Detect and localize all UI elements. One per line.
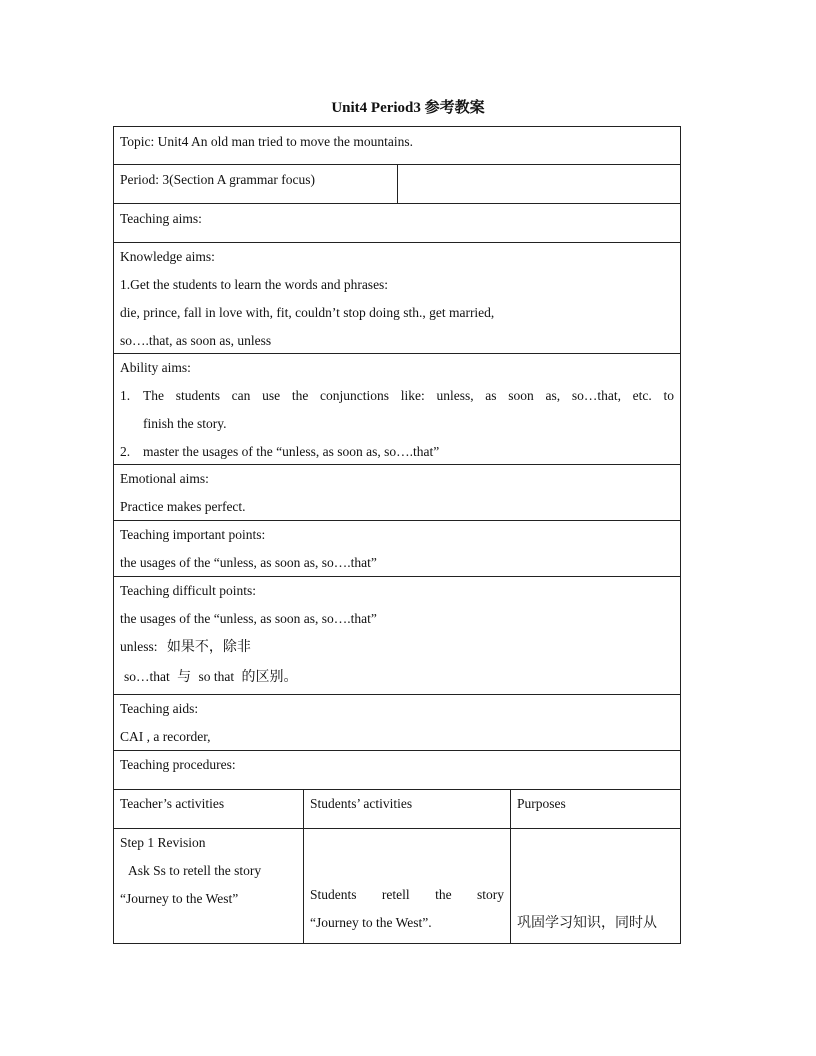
- teaching-aims-row: [113, 204, 681, 243]
- step-1-students-cell: [303, 829, 510, 943]
- knowledge-aims-row: [113, 243, 681, 354]
- difficult-points-heading: Teaching difficult points:: [120, 583, 257, 598]
- document-title: Unit4 Period3 参考教案: [331, 100, 485, 116]
- ability-item-1-text: The students can use the conjunctions like: unless, as soon as, so…that, etc. to: [143, 388, 674, 403]
- step-1-teacher-line-3: “Journey to the West”: [120, 891, 239, 906]
- important-points-heading: Teaching important points:: [120, 527, 266, 542]
- so-that-difference: [120, 661, 674, 693]
- ability-item-1: [120, 382, 674, 438]
- step-1-teacher-line-2: Ask Ss to retell the story: [128, 863, 262, 878]
- topic-text: Topic: Unit4 An old man tried to move the mountains.: [120, 134, 414, 149]
- teacher-activities-header-cell: [114, 790, 303, 828]
- so-that-label: so…that: [124, 669, 170, 684]
- knowledge-aims-heading: Knowledge aims:: [120, 249, 215, 264]
- unless-meaning: [120, 633, 674, 661]
- teaching-aids-heading: Teaching aids:: [120, 701, 199, 716]
- step-1-students-line-2: “Journey to the West”.: [310, 915, 432, 930]
- purposes-header: Purposes: [517, 796, 566, 811]
- students-activities-header: Students’ activities: [310, 796, 413, 811]
- so-that-label-2: so that: [198, 669, 235, 684]
- ability-item-2: [120, 438, 674, 466]
- step-1-row: [113, 829, 681, 944]
- so-that-difference-text: 的区别。: [241, 669, 298, 685]
- ability-item-1-number: 1.: [120, 388, 131, 403]
- teaching-procedures-heading: Teaching procedures:: [120, 757, 236, 772]
- teaching-aims-heading: Teaching aims:: [120, 211, 202, 226]
- activities-header-row: [113, 790, 681, 829]
- unless-label: unless:: [120, 639, 158, 654]
- difficult-points-text: the usages of the “unless, as soon as, so….that”: [120, 611, 377, 626]
- ability-item-1-text-cont: finish the story.: [143, 416, 227, 431]
- so-that-with: 与: [177, 669, 192, 685]
- knowledge-line-2: die, prince, fall in love with, fit, couldn’t stop doing sth., get married,: [120, 305, 495, 320]
- step-1-title: Step 1 Revision: [120, 835, 206, 850]
- period-empty-cell: [397, 165, 680, 203]
- emotional-aims-heading: Emotional aims:: [120, 471, 209, 486]
- step-1-purposes-cell: [510, 829, 680, 943]
- step-1-teacher-cell: [114, 829, 303, 943]
- important-points-text: the usages of the “unless, as soon as, so….that”: [120, 555, 377, 570]
- period-text: Period: 3(Section A grammar focus): [120, 172, 315, 187]
- important-points-row: [113, 521, 681, 577]
- ability-item-2-number: 2.: [120, 444, 131, 459]
- knowledge-line-1: 1.Get the students to learn the words and phrases:: [120, 277, 389, 292]
- teaching-procedures-row: [113, 751, 681, 790]
- teaching-aids-row: [113, 695, 681, 751]
- lesson-plan-table: [113, 126, 681, 944]
- step-1-students-line-1: Students retell the story: [310, 887, 504, 902]
- students-activities-header-cell: [303, 790, 510, 828]
- difficult-points-row: [113, 577, 681, 695]
- topic-row: [113, 126, 681, 165]
- ability-item-2-text: master the usages of the “unless, as soon as, so….that”: [143, 444, 440, 459]
- knowledge-line-3: so….that, as soon as, unless: [120, 333, 272, 348]
- step-1-purposes-text: 巩固学习知识，同时从: [517, 915, 657, 931]
- emotional-aims-text: Practice makes perfect.: [120, 499, 246, 514]
- teacher-activities-header: Teacher’s activities: [120, 796, 225, 811]
- purposes-header-cell: [510, 790, 680, 828]
- emotional-aims-row: [113, 465, 681, 521]
- teaching-aids-text: CAI , a recorder,: [120, 729, 211, 744]
- period-cell: [114, 165, 397, 203]
- ability-aims-row: [113, 354, 681, 465]
- ability-aims-heading: Ability aims:: [120, 360, 191, 375]
- unless-chinese: 如果不，除非: [166, 639, 251, 655]
- period-row: [113, 165, 681, 204]
